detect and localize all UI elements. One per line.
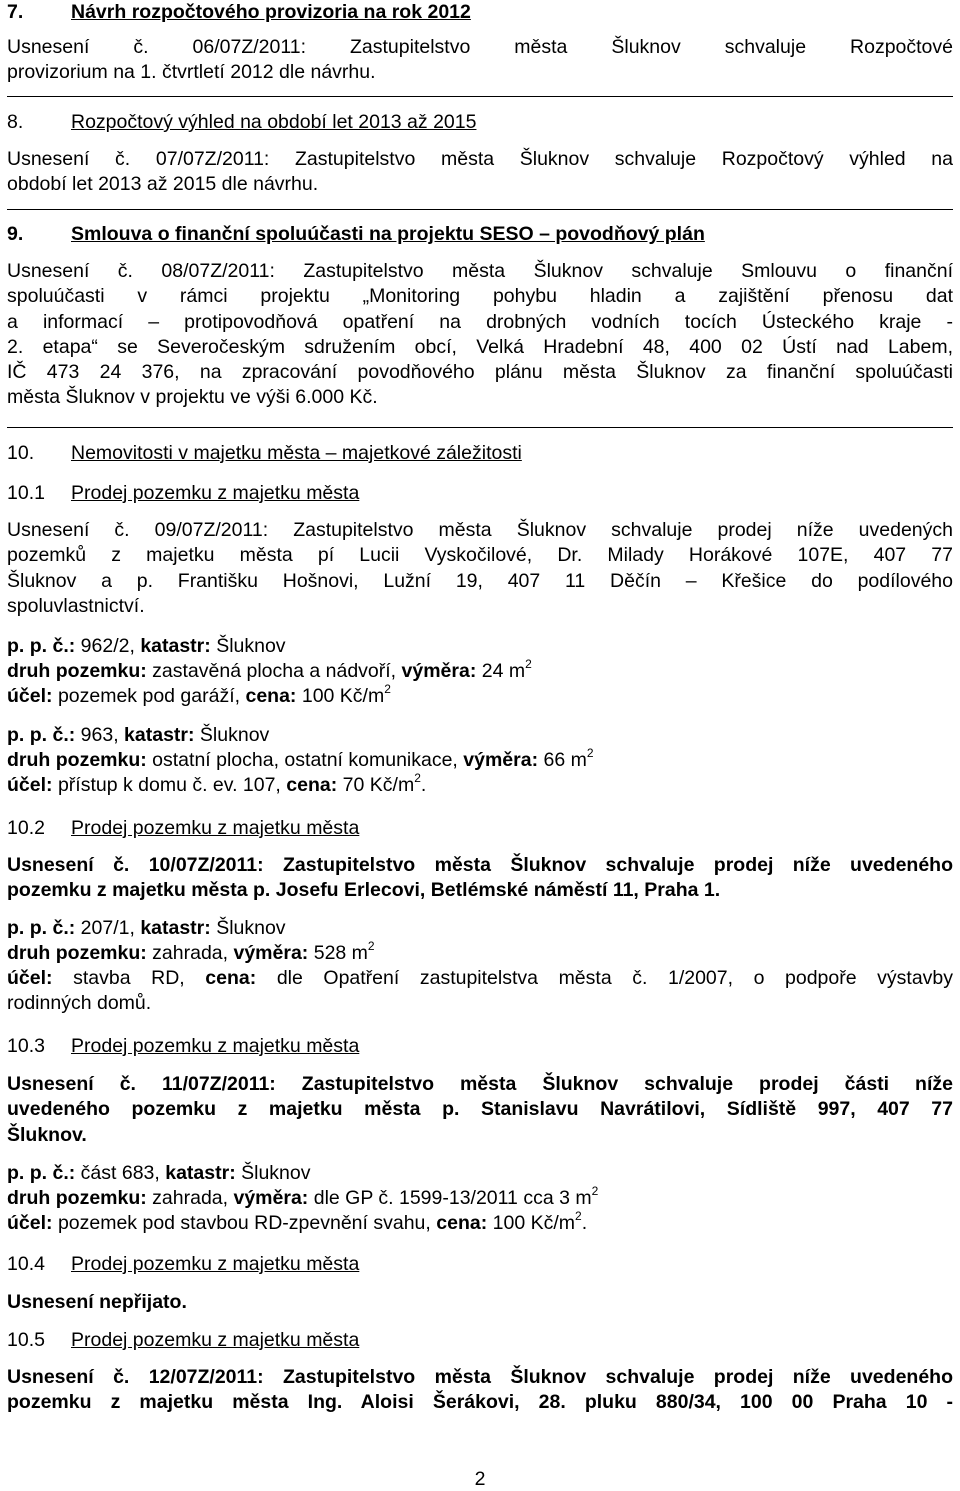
section-10-2-heading: 10.2 Prodej pozemku z majetku města: [7, 817, 360, 839]
section-9-title: Smlouva o finanční spoluúčasti na projektu SESO – povodňový plán: [71, 223, 705, 245]
resolution-10: Usnesení č. 10/07Z/2011: Zastupitelstvo města Šluknov schvaluje prodej níže uvedeného pozemku z majetku města p. Josefu Erlecovi, Betlémské náměstí 11, Praha 1.: [7, 854, 953, 902]
resolution-08: Usnesení č. 08/07Z/2011: Zastupitelstvo města Šluknov schvaluje Smlouvu o finanční spoluúčasti v rámci projektu „Monitoring pohybu hladin a zajištění přenosu dat a informací – protipovodňová opatření na drobných vodních tocích Ústeckého kraje - 2. etapa“ se Severočeským sdružením obcí, Velká Hradební 48, 400 02 Ústí nad Labem, IČ 473 24 376, na zpracování povodňového plánu města Šluknov za finanční spoluúčasti města Šluknov v projektu ve výši 6.000 Kč.: [7, 260, 953, 409]
section-7-heading: 7. Návrh rozpočtového provizoria na rok 2012: [7, 1, 471, 23]
section-9-heading: 9. Smlouva o finanční spoluúčasti na projektu SESO – povodňový plán: [7, 223, 705, 245]
section-7-title: Návrh rozpočtového provizoria na rok 2012: [71, 1, 471, 23]
page-number: 2: [474, 1468, 486, 1490]
divider: [7, 209, 953, 210]
divider: [7, 96, 953, 97]
section-8-title: Rozpočtový výhled na období let 2013 až 2015: [71, 111, 477, 133]
resolution-07: Usnesení č. 07/07Z/2011: Zastupitelstvo města Šluknov schvaluje Rozpočtový výhled na období let 2013 až 2015 dle návrhu.: [7, 148, 953, 196]
section-10-heading: 10. Nemovitosti v majetku města – majetkové záležitosti: [7, 442, 522, 464]
section-10-3-heading: 10.3 Prodej pozemku z majetku města: [7, 1035, 360, 1057]
parcel-962-2: p. p. č.: 962/2, katastr: Šluknov druh pozemku: zastavěná plocha a nádvoří, výměra: 24 $m^2$ účel: pozemek pod garáží, cena: 100 $Kč/m^2$: [7, 635, 532, 707]
resolution-11: Usnesení č. 11/07Z/2011: Zastupitelstvo města Šluknov schvaluje prodej části níže uvedeného pozemku z majetku města p. Stanislavu Navrátilovi, Sídliště 997, 407 77 Šluknov.: [7, 1073, 953, 1146]
section-8-heading: 8. Rozpočtový výhled na období let 2013 až 2015: [7, 111, 477, 133]
parcel-963: p. p. č.: 963, katastr: Šluknov druh pozemku: ostatní plocha, ostatní komunikace, výměra: 66 $m^2$ účel: přístup k domu č. ev. 107, cena: 70 $Kč/m^2$.: [7, 724, 594, 796]
parcel-683: p. p. č.: část 683, katastr: Šluknov druh pozemku: zahrada, výměra: dle GP č. 1599-13/2011 cca 3 $m^2$ účel: pozemek pod stavbou RD-zpevnění svahu, cena: 100 $Kč/m^2$.: [7, 1162, 599, 1234]
resolution-09: Usnesení č. 09/07Z/2011: Zastupitelstvo města Šluknov schvaluje prodej níže uvedených pozemků z majetku města pí Lucii Vyskočilové, Dr. Milady Horákové 107E, 407 77 Šluknov a p. Františku Hošnovi, Lužní 19, 407 11 Děčín – Křešice do podílového spoluvlastnictví.: [7, 519, 953, 617]
resolution-rejected: Usnesení nepřijato.: [7, 1291, 187, 1313]
resolution-12: Usnesení č. 12/07Z/2011: Zastupitelstvo města Šluknov schvaluje prodej níže uvedeného pozemku z majetku města Ing. Aloisi Šerákovi, 28. pluku 880/34, 100 00 Praha 10 -: [7, 1366, 953, 1414]
section-10-1-heading: 10.1 Prodej pozemku z majetku města: [7, 482, 360, 504]
section-10-5-heading: 10.5 Prodej pozemku z majetku města: [7, 1329, 360, 1351]
parcel-207-1: p. p. č.: 207/1, katastr: Šluknov druh pozemku: zahrada, výměra: 528 $m^2$ účel: stavba RD, cena: dle Opatření zastupitelstva města č. 1/2007, o podpoře výstavby rodinných domů.: [7, 917, 954, 1015]
divider: [7, 427, 953, 428]
section-10-4-heading: 10.4 Prodej pozemku z majetku města: [7, 1253, 360, 1275]
section-10-title: Nemovitosti v majetku města – majetkové záležitosti: [71, 442, 522, 464]
resolution-06: Usnesení č. 06/07Z/2011: Zastupitelstvo města Šluknov schvaluje Rozpočtové provizorium na 1. čtvrtletí 2012 dle návrhu.: [7, 36, 953, 84]
